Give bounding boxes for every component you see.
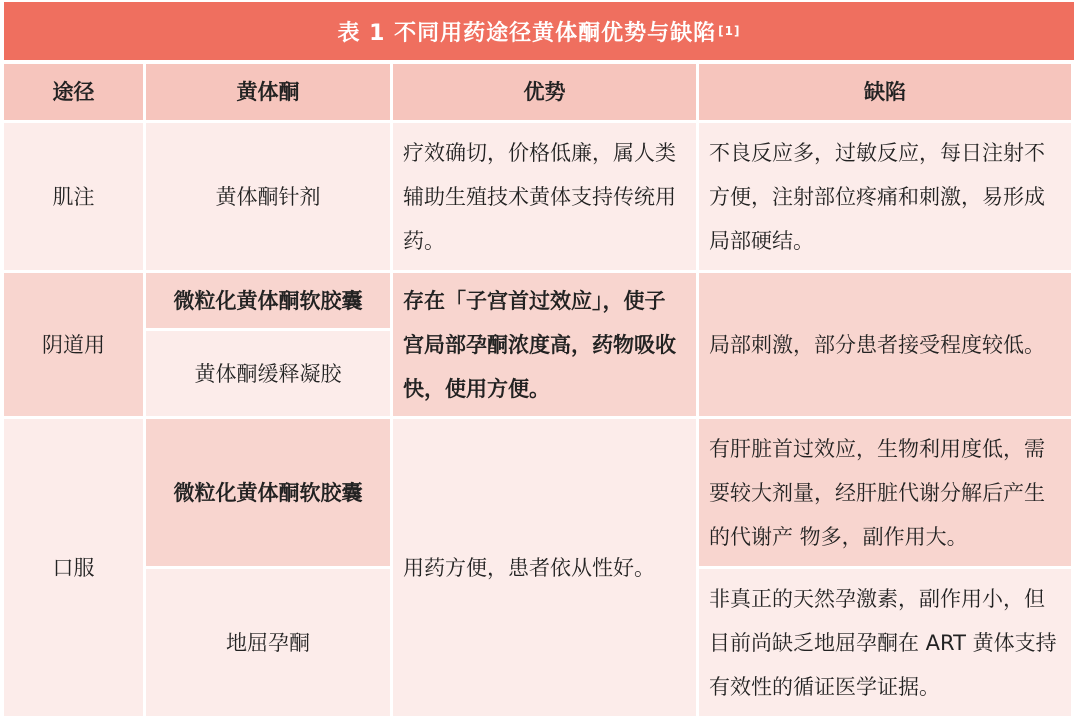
drug-oral-1: 微粒化黄体酮软胶囊 (146, 419, 393, 569)
table-row-oral-1 (4, 419, 1074, 569)
table-title (4, 2, 1074, 60)
table-title-text: 表 1 不同用药途径黄体酮优势与缺陷 (337, 20, 717, 46)
header-advantage: 优势 (393, 64, 699, 123)
table-row-vaginal-1 (4, 273, 1074, 331)
route-im: 肌注 (4, 123, 146, 273)
title-reference: [1] (718, 24, 741, 38)
defect-oral-1: 有肝脏首过效应，生物利用度低，需要较大剂量，经肝脏代谢分解后产生的代谢产 物多，副作用大。 (699, 419, 1074, 569)
route-oral: 口服 (4, 419, 146, 719)
defect-oral-2: 非真正的天然孕激素，副作用小，但目前尚缺乏地屈孕酮在 ART 黄体支持有效性的循证医学证据。 (699, 569, 1074, 719)
drug-vaginal-2: 黄体酮缓释凝胶 (146, 331, 393, 419)
comparison-table (4, 64, 1074, 719)
drug-im: 黄体酮针剂 (146, 123, 393, 273)
defect-im: 不良反应多，过敏反应，每日注射不方便，注射部位疼痛和刺激，易形成局部硬结。 (699, 123, 1074, 273)
header-drug: 黄体酮 (146, 64, 393, 123)
table-row-im (4, 123, 1074, 273)
advantage-im: 疗效确切，价格低廉，属人类辅助生殖技术黄体支持传统用药。 (393, 123, 699, 273)
header-route: 途径 (4, 64, 146, 123)
route-vaginal: 阴道用 (4, 273, 146, 419)
defect-vaginal: 局部刺激，部分患者接受程度较低。 (699, 273, 1074, 419)
drug-oral-2: 地屈孕酮 (146, 569, 393, 719)
drug-vaginal-1: 微粒化黄体酮软胶囊 (146, 273, 393, 331)
header-defect: 缺陷 (699, 64, 1074, 123)
header-row (4, 64, 1074, 123)
advantage-vaginal: 存在「子宫首过效应」，使子宫局部孕酮浓度高，药物吸收快，使用方便。 (393, 273, 699, 419)
advantage-oral: 用药方便，患者依从性好。 (393, 419, 699, 719)
